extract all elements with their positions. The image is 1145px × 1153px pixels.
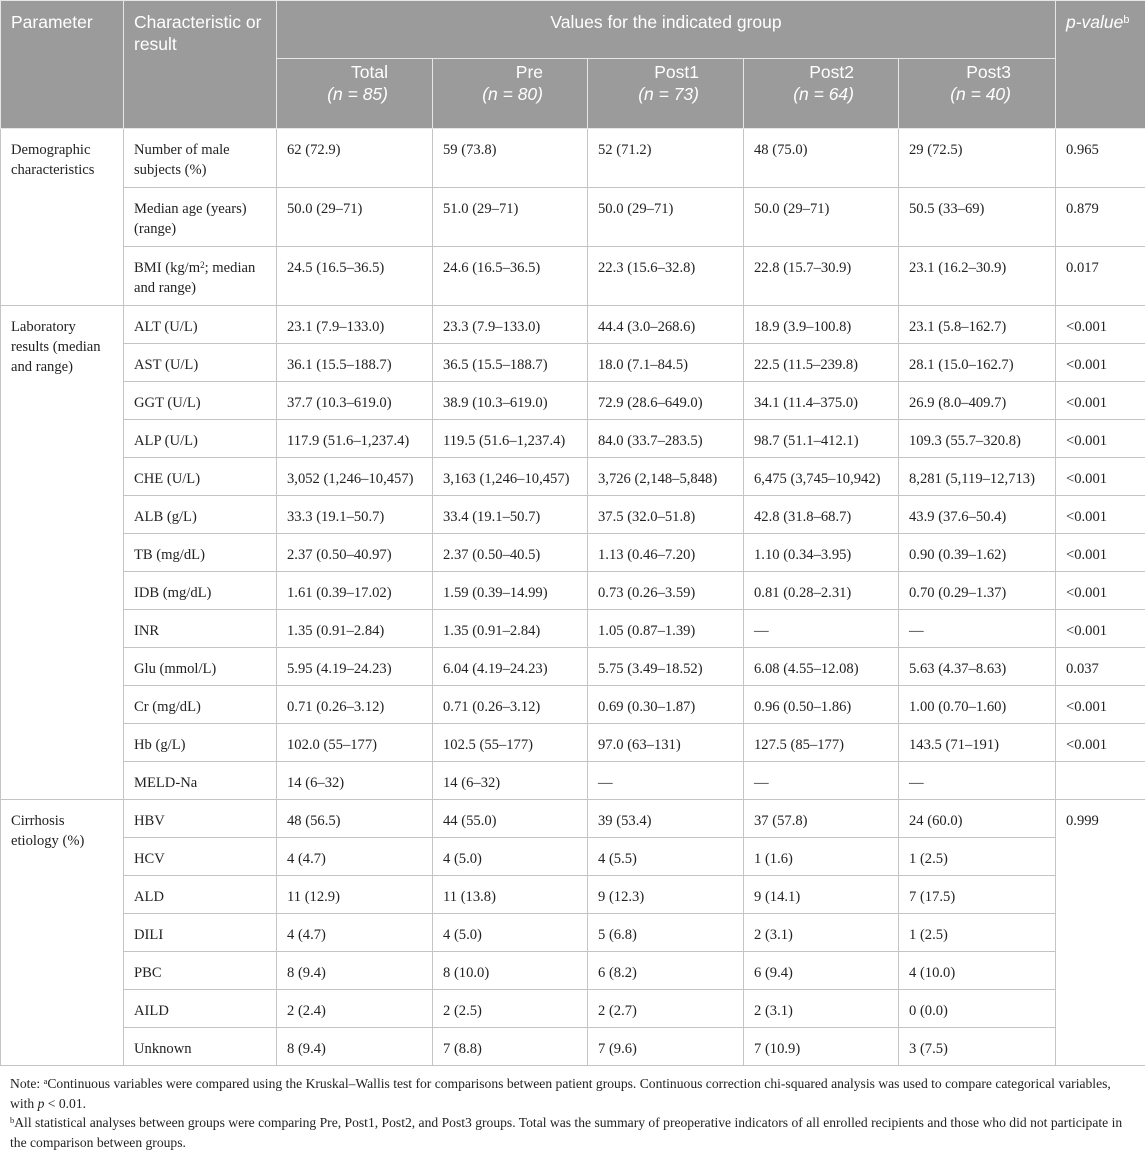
row-name-pre: BMI (kg/m (134, 260, 201, 276)
cell-value: 97.0 (63–131) (588, 724, 744, 762)
cell-value: 24.5 (16.5–36.5) (277, 247, 433, 306)
cell-value: 6.08 (4.55–12.08) (744, 648, 899, 686)
row-name-post: ; median and range) (134, 260, 256, 296)
row-pvalue: <0.001 (1056, 420, 1145, 458)
cell-value: 102.0 (55–177) (277, 724, 433, 762)
cell-value: 9 (12.3) (588, 876, 744, 914)
table-row (1, 686, 1145, 724)
table-row (1, 306, 1145, 344)
cell-value: 0.73 (0.26–3.59) (588, 572, 744, 610)
cell-value: 29 (72.5) (899, 129, 1056, 188)
table-row (1, 914, 1145, 952)
cell-value: 33.4 (19.1–50.7) (433, 496, 588, 534)
table-row (1, 1028, 1145, 1066)
cell-value: 119.5 (51.6–1,237.4) (433, 420, 588, 458)
table-row (1, 247, 1145, 306)
table-row (1, 420, 1145, 458)
cell-value: 14 (6–32) (277, 762, 433, 800)
cell-value: 1.00 (0.70–1.60) (899, 686, 1056, 724)
row-name: Number of male subjects (%) (124, 129, 277, 188)
cell-value: 4 (4.7) (277, 838, 433, 876)
cell-value: 22.5 (11.5–239.8) (744, 344, 899, 382)
cell-value: 0.71 (0.26–3.12) (277, 686, 433, 724)
cell-value: 24.6 (16.5–36.5) (433, 247, 588, 306)
cell-value: 0.70 (0.29–1.37) (899, 572, 1056, 610)
table-row (1, 188, 1145, 247)
cell-value: 50.5 (33–69) (899, 188, 1056, 247)
cell-value: 44.4 (3.0–268.6) (588, 306, 744, 344)
row-pvalue: <0.001 (1056, 610, 1145, 648)
row-name: CHE (U/L) (124, 458, 277, 496)
cell-value: 102.5 (55–177) (433, 724, 588, 762)
table-notes (0, 1066, 1145, 1152)
row-pvalue: <0.001 (1056, 496, 1145, 534)
cell-value: 14 (6–32) (433, 762, 588, 800)
cell-value: 36.1 (15.5–188.7) (277, 344, 433, 382)
cell-value: 117.9 (51.6–1,237.4) (277, 420, 433, 458)
table-row (1, 610, 1145, 648)
cell-value: 7 (17.5) (899, 876, 1056, 914)
cell-value: 11 (12.9) (277, 876, 433, 914)
row-pvalue: <0.001 (1056, 458, 1145, 496)
header-group-total (277, 59, 433, 129)
pvalue-label: p-value (1066, 12, 1124, 32)
cell-value: 34.1 (11.4–375.0) (744, 382, 899, 420)
cell-value: 8 (9.4) (277, 952, 433, 990)
cell-value: 0.81 (0.28–2.31) (744, 572, 899, 610)
cell-value: 3,163 (1,246–10,457) (433, 458, 588, 496)
row-pvalue: 0.999 (1056, 800, 1145, 1066)
table-row (1, 838, 1145, 876)
cell-value: 4 (5.0) (433, 914, 588, 952)
group-name: Post1 (654, 62, 699, 82)
cell-value: 7 (9.6) (588, 1028, 744, 1066)
row-name: Hb (g/L) (124, 724, 277, 762)
cell-value: 1.35 (0.91–2.84) (277, 610, 433, 648)
row-name: ALT (U/L) (124, 306, 277, 344)
cell-value: 1.10 (0.34–3.95) (744, 534, 899, 572)
row-pvalue: 0.965 (1056, 129, 1145, 188)
cell-value: 59 (73.8) (433, 129, 588, 188)
cell-value: 0.71 (0.26–3.12) (433, 686, 588, 724)
group-name: Post3 (966, 62, 1011, 82)
note-a-sup: a (43, 1076, 48, 1087)
cell-value: 1 (2.5) (899, 914, 1056, 952)
cell-value: 26.9 (8.0–409.7) (899, 382, 1056, 420)
cell-value: 52 (71.2) (588, 129, 744, 188)
row-name: HBV (124, 800, 277, 838)
cell-value: 3,726 (2,148–5,848) (588, 458, 744, 496)
table-row (1, 724, 1145, 762)
row-pvalue: <0.001 (1056, 534, 1145, 572)
cell-value: 22.8 (15.7–30.9) (744, 247, 899, 306)
cell-value: 37.7 (10.3–619.0) (277, 382, 433, 420)
cell-value: 4 (5.0) (433, 838, 588, 876)
cell-value: 4 (5.5) (588, 838, 744, 876)
cell-value: 1.05 (0.87–1.39) (588, 610, 744, 648)
table-row (1, 876, 1145, 914)
cell-value: 6,475 (3,745–10,942) (744, 458, 899, 496)
cell-value: 143.5 (71–191) (899, 724, 1056, 762)
cell-value: 44 (55.0) (433, 800, 588, 838)
cell-value: 37 (57.8) (744, 800, 899, 838)
group-name: Post2 (809, 62, 854, 82)
cell-value: 50.0 (29–71) (277, 188, 433, 247)
row-name: DILI (124, 914, 277, 952)
cell-value: — (899, 610, 1056, 648)
note-a (10, 1074, 1135, 1113)
cell-value: 1 (1.6) (744, 838, 899, 876)
cell-value: — (899, 762, 1056, 800)
cell-value: 51.0 (29–71) (433, 188, 588, 247)
cell-value: 4 (4.7) (277, 914, 433, 952)
row-name-sup: 2 (200, 259, 205, 270)
row-pvalue (1056, 762, 1145, 800)
cell-value: 1.13 (0.46–7.20) (588, 534, 744, 572)
cell-value: 2 (3.1) (744, 990, 899, 1028)
cell-value: 8 (10.0) (433, 952, 588, 990)
group-n: (n = 85) (327, 84, 388, 104)
cell-value: 22.3 (15.6–32.8) (588, 247, 744, 306)
row-name: IDB (mg/dL) (124, 572, 277, 610)
row-pvalue: <0.001 (1056, 344, 1145, 382)
note-a-p: p (37, 1095, 45, 1111)
table-row (1, 952, 1145, 990)
cell-value: 0 (0.0) (899, 990, 1056, 1028)
cell-value: 38.9 (10.3–619.0) (433, 382, 588, 420)
cell-value: 2.37 (0.50–40.97) (277, 534, 433, 572)
table-row (1, 648, 1145, 686)
cell-value: 2.37 (0.50–40.5) (433, 534, 588, 572)
group-n: (n = 64) (793, 84, 854, 104)
cell-value: 5.95 (4.19–24.23) (277, 648, 433, 686)
row-name: GGT (U/L) (124, 382, 277, 420)
table-row (1, 990, 1145, 1028)
cell-value: 8,281 (5,119–12,713) (899, 458, 1056, 496)
table-row (1, 762, 1145, 800)
row-pvalue: <0.001 (1056, 306, 1145, 344)
row-pvalue: 0.879 (1056, 188, 1145, 247)
row-name: PBC (124, 952, 277, 990)
table-row (1, 344, 1145, 382)
row-name: ALB (g/L) (124, 496, 277, 534)
row-name: AILD (124, 990, 277, 1028)
cell-value: 5 (6.8) (588, 914, 744, 952)
note-prefix: Note: (10, 1076, 44, 1091)
cell-value: — (588, 762, 744, 800)
cell-value: 48 (56.5) (277, 800, 433, 838)
cell-value: 0.96 (0.50–1.86) (744, 686, 899, 724)
header-pvalue (1056, 1, 1145, 129)
section-label: Laboratory results (median and range) (1, 306, 124, 800)
row-pvalue: <0.001 (1056, 572, 1145, 610)
cell-value: 23.1 (7.9–133.0) (277, 306, 433, 344)
table-row (1, 572, 1145, 610)
cell-value: 127.5 (85–177) (744, 724, 899, 762)
table-row (1, 496, 1145, 534)
cell-value: 0.90 (0.39–1.62) (899, 534, 1056, 572)
row-name: Unknown (124, 1028, 277, 1066)
header-group-post1 (588, 59, 744, 129)
cell-value: 6.04 (4.19–24.23) (433, 648, 588, 686)
header-group-post2 (744, 59, 899, 129)
cell-value: 5.75 (3.49–18.52) (588, 648, 744, 686)
group-n: (n = 40) (950, 84, 1011, 104)
note-a-tail: < 0.01. (44, 1095, 87, 1111)
row-name: Median age (years) (range) (124, 188, 277, 247)
cell-value: 98.7 (51.1–412.1) (744, 420, 899, 458)
row-name: HCV (124, 838, 277, 876)
cell-value: 18.0 (7.1–84.5) (588, 344, 744, 382)
cell-value: 28.1 (15.0–162.7) (899, 344, 1056, 382)
cell-value: 24 (60.0) (899, 800, 1056, 838)
row-name: Glu (mmol/L) (124, 648, 277, 686)
cell-value: 3,052 (1,246–10,457) (277, 458, 433, 496)
row-pvalue: 0.017 (1056, 247, 1145, 306)
row-name: MELD-Na (124, 762, 277, 800)
row-pvalue: 0.037 (1056, 648, 1145, 686)
cell-value: 6 (9.4) (744, 952, 899, 990)
cell-value: 50.0 (29–71) (744, 188, 899, 247)
header-parameter: Parameter (1, 1, 124, 129)
row-name: INR (124, 610, 277, 648)
header-group-pre (433, 59, 588, 129)
cell-value: 109.3 (55.7–320.8) (899, 420, 1056, 458)
row-name: Cr (mg/dL) (124, 686, 277, 724)
cell-value: 39 (53.4) (588, 800, 744, 838)
row-name: ALD (124, 876, 277, 914)
section-label: Demographic characteristics (1, 129, 124, 306)
row-name: ALP (U/L) (124, 420, 277, 458)
cell-value: 1.59 (0.39–14.99) (433, 572, 588, 610)
cell-value: — (744, 610, 899, 648)
cell-value: 1 (2.5) (899, 838, 1056, 876)
cell-value: 9 (14.1) (744, 876, 899, 914)
group-name: Total (351, 62, 388, 82)
cell-value: 2 (2.5) (433, 990, 588, 1028)
cell-value: 2 (2.4) (277, 990, 433, 1028)
note-a-text: Continuous variables were compared using the Kruskal–Wallis test for comparisons between patient groups. Continuous correction chi-squared analysis was used to compare categorical variables, with (10, 1076, 1111, 1111)
cell-value: 2 (2.7) (588, 990, 744, 1028)
cell-value: 6 (8.2) (588, 952, 744, 990)
row-name: AST (U/L) (124, 344, 277, 382)
row-pvalue: <0.001 (1056, 724, 1145, 762)
cell-value: 84.0 (33.7–283.5) (588, 420, 744, 458)
cell-value: 4 (10.0) (899, 952, 1056, 990)
cell-value: 5.63 (4.37–8.63) (899, 648, 1056, 686)
group-n: (n = 80) (482, 84, 543, 104)
cell-value: 72.9 (28.6–649.0) (588, 382, 744, 420)
cell-value: 37.5 (32.0–51.8) (588, 496, 744, 534)
cell-value: 43.9 (37.6–50.4) (899, 496, 1056, 534)
cell-value: 23.3 (7.9–133.0) (433, 306, 588, 344)
cell-value: 7 (10.9) (744, 1028, 899, 1066)
cell-value: 18.9 (3.9–100.8) (744, 306, 899, 344)
cell-value: 3 (7.5) (899, 1028, 1056, 1066)
cell-value: 0.69 (0.30–1.87) (588, 686, 744, 724)
note-b-sup: b (10, 1115, 15, 1126)
table-row (1, 382, 1145, 420)
table-body (1, 129, 1145, 1066)
note-b (10, 1113, 1135, 1152)
cell-value: 2 (3.1) (744, 914, 899, 952)
header-characteristic: Characteristic or result (124, 1, 277, 129)
cell-value: 48 (75.0) (744, 129, 899, 188)
cell-value: 1.61 (0.39–17.02) (277, 572, 433, 610)
row-pvalue: <0.001 (1056, 686, 1145, 724)
pvalue-sup: b (1123, 14, 1130, 27)
cell-value: 7 (8.8) (433, 1028, 588, 1066)
cell-value: 36.5 (15.5–188.7) (433, 344, 588, 382)
note-b-text: All statistical analyses between groups were comparing Pre, Post1, Post2, and Post3 groups. Total was the summary of preoperative indicators of all enrolled recipients and those who did not participate in the comparison between groups. (10, 1115, 1123, 1150)
group-name: Pre (515, 62, 543, 82)
header-group-post3 (899, 59, 1056, 129)
cell-value: 1.35 (0.91–2.84) (433, 610, 588, 648)
table-row (1, 458, 1145, 496)
header-values-group: Values for the indicated group (277, 1, 1056, 59)
cell-value: — (744, 762, 899, 800)
cell-value: 11 (13.8) (433, 876, 588, 914)
table-row (1, 800, 1145, 838)
table-row (1, 534, 1145, 572)
row-pvalue: <0.001 (1056, 382, 1145, 420)
group-n: (n = 73) (638, 84, 699, 104)
cell-value: 23.1 (16.2–30.9) (899, 247, 1056, 306)
cell-value: 23.1 (5.8–162.7) (899, 306, 1056, 344)
cell-value: 33.3 (19.1–50.7) (277, 496, 433, 534)
row-name: TB (mg/dL) (124, 534, 277, 572)
cell-value: 8 (9.4) (277, 1028, 433, 1066)
section-label: Cirrhosis etiology (%) (1, 800, 124, 1066)
cell-value: 42.8 (31.8–68.7) (744, 496, 899, 534)
cell-value: 50.0 (29–71) (588, 188, 744, 247)
cell-value: 62 (72.9) (277, 129, 433, 188)
row-name (124, 247, 277, 306)
table-row (1, 129, 1145, 188)
